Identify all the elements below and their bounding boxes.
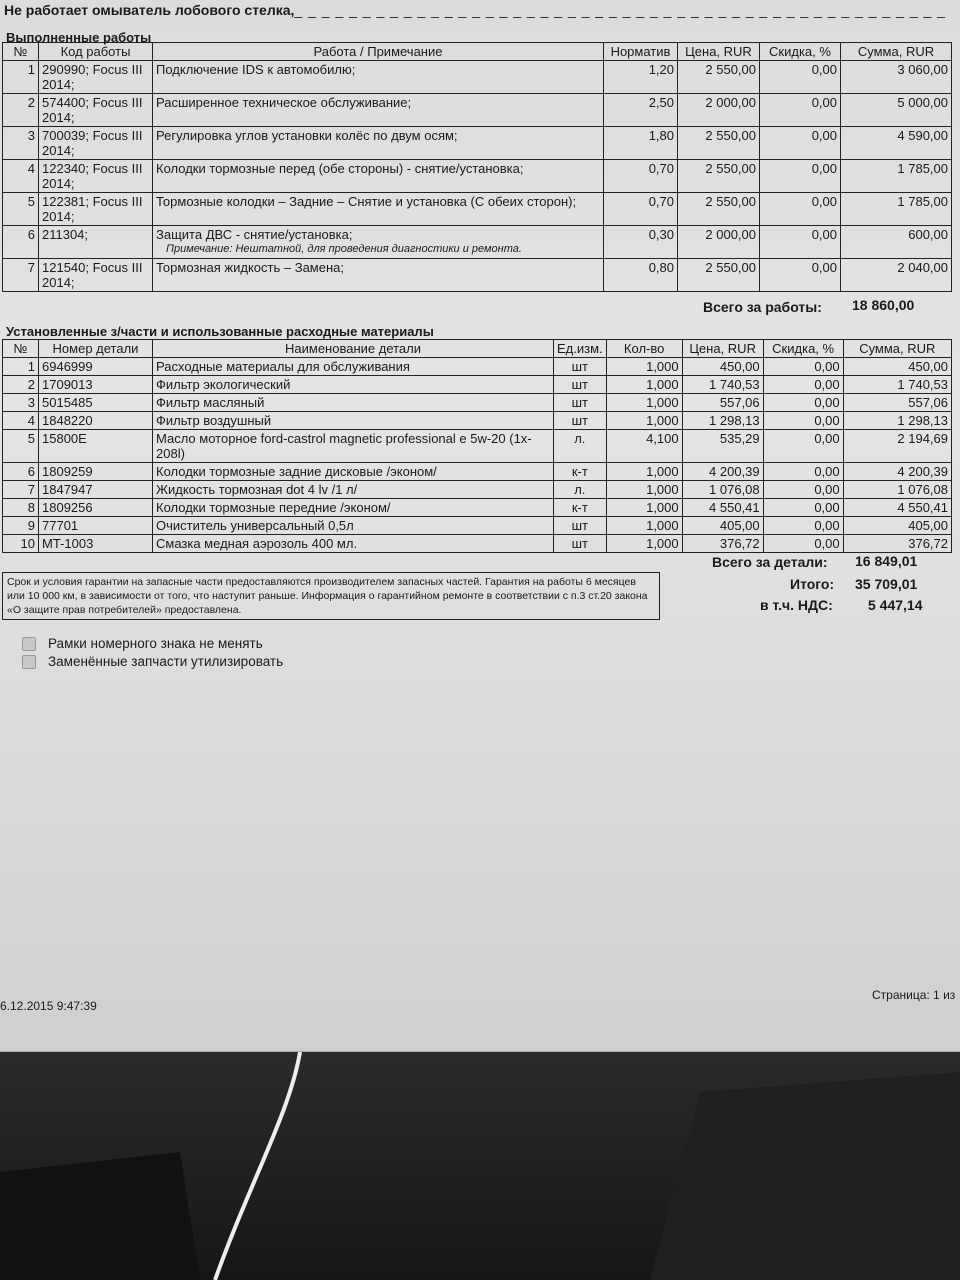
- work-sum: 2 040,00: [841, 259, 952, 292]
- part-price: 1 076,08: [682, 481, 763, 499]
- work-price: 2 550,00: [678, 259, 760, 292]
- part-number: 1848220: [39, 412, 153, 430]
- work-norm: 1,20: [604, 61, 678, 94]
- work-code: 700039; Focus III 2014;: [39, 127, 153, 160]
- part-qty: 1,000: [606, 394, 682, 412]
- part-number: 1709013: [39, 376, 153, 394]
- row-number: 5: [3, 430, 39, 463]
- work-sum: 1 785,00: [841, 193, 952, 226]
- warranty-note: Срок и условия гарантии на запасные части предоставляются производителем запасных частей. Гарантия на работы 6 месяцев или 10 000 км, в зависимости от того, что наступит раньше. Информация о гарантийном ремонте в соответствии с п.3 ст.20 закона «О защите прав потребителей» предоставлена.: [2, 572, 660, 620]
- part-qty: 1,000: [606, 481, 682, 499]
- table-row: [3, 481, 952, 499]
- work-disc: 0,00: [760, 94, 841, 127]
- part-name: Жидкость тормозная dot 4 lv /1 л/: [153, 481, 554, 499]
- row-number: 1: [3, 358, 39, 376]
- work-price: 2 550,00: [678, 193, 760, 226]
- work-code: 290990; Focus III 2014;: [39, 61, 153, 94]
- works-total-value: 18 860,00: [852, 297, 915, 313]
- table-row: [3, 394, 952, 412]
- work-norm: 0,80: [604, 259, 678, 292]
- part-qty: 1,000: [606, 463, 682, 481]
- row-number: 10: [3, 535, 39, 553]
- checkbox-label: Рамки номерного знака не менять: [48, 636, 263, 651]
- row-number: 5: [3, 193, 39, 226]
- row-number: 9: [3, 517, 39, 535]
- part-price: 376,72: [682, 535, 763, 553]
- work-sum: 4 590,00: [841, 127, 952, 160]
- work-norm: 1,80: [604, 127, 678, 160]
- charging-cable: [0, 1052, 960, 1280]
- part-sum: 4 200,39: [843, 463, 951, 481]
- part-name: Колодки тормозные задние дисковые /эконом/: [153, 463, 554, 481]
- work-disc: 0,00: [760, 160, 841, 193]
- work-sum: 3 060,00: [841, 61, 952, 94]
- vat-label: в т.ч. НДС:: [760, 597, 833, 613]
- part-name: Фильтр масляный: [153, 394, 554, 412]
- works-table: [2, 42, 952, 292]
- part-name: Масло моторное ford-castrol magnetic professional e 5w-20 (1x-208l): [153, 430, 554, 463]
- work-name: Подключение IDS к автомобилю;: [156, 62, 356, 77]
- part-qty: 1,000: [606, 535, 682, 553]
- page-number: Страница: 1 из: [872, 988, 956, 1002]
- column-header: Норматив: [604, 43, 678, 61]
- table-row: [3, 94, 952, 127]
- work-price: 2 550,00: [678, 127, 760, 160]
- part-name: Фильтр экологический: [153, 376, 554, 394]
- row-number: 6: [3, 463, 39, 481]
- table-row: [3, 160, 952, 193]
- part-disc: 0,00: [763, 481, 843, 499]
- column-header: Скидка, %: [760, 43, 841, 61]
- work-code: 122340; Focus III 2014;: [39, 160, 153, 193]
- part-price: 535,29: [682, 430, 763, 463]
- work-name: Тормозные колодки – Задние – Снятие и установка (С обеих сторон);: [156, 194, 577, 209]
- row-number: 4: [3, 160, 39, 193]
- table-row: [3, 376, 952, 394]
- parts-total-label: Всего за детали:: [712, 554, 828, 570]
- part-price: 4 200,39: [682, 463, 763, 481]
- work-disc: 0,00: [760, 226, 841, 259]
- parts-total-value: 16 849,01: [855, 553, 918, 569]
- part-qty: 1,000: [606, 376, 682, 394]
- part-unit: л.: [554, 430, 607, 463]
- part-qty: 4,100: [606, 430, 682, 463]
- part-name: Смазка медная аэрозоль 400 мл.: [153, 535, 554, 553]
- column-header: Ед.изм.: [554, 340, 607, 358]
- work-norm: 2,50: [604, 94, 678, 127]
- work-description: [153, 226, 604, 259]
- work-description: [153, 94, 604, 127]
- table-row: [3, 499, 952, 517]
- work-sum: 1 785,00: [841, 160, 952, 193]
- column-header: Наименование детали: [153, 340, 554, 358]
- row-number: 3: [3, 394, 39, 412]
- part-unit: шт: [554, 517, 607, 535]
- itogo-value: 35 709,01: [855, 576, 918, 592]
- part-unit: шт: [554, 394, 607, 412]
- part-name: Расходные материалы для обслуживания: [153, 358, 554, 376]
- works-total-label: Всего за работы:: [703, 299, 822, 315]
- work-name: Тормозная жидкость – Замена;: [156, 260, 344, 275]
- part-sum: 405,00: [843, 517, 951, 535]
- part-disc: 0,00: [763, 394, 843, 412]
- part-number: 15800E: [39, 430, 153, 463]
- part-disc: 0,00: [763, 358, 843, 376]
- column-header: №: [3, 43, 39, 61]
- part-number: 6946999: [39, 358, 153, 376]
- part-sum: 1 740,53: [843, 376, 951, 394]
- table-row: [3, 193, 952, 226]
- part-unit: шт: [554, 376, 607, 394]
- work-sum: 5 000,00: [841, 94, 952, 127]
- part-name: Колодки тормозные передние /эконом/: [153, 499, 554, 517]
- part-sum: 1 076,08: [843, 481, 951, 499]
- work-description: [153, 160, 604, 193]
- part-price: 557,06: [682, 394, 763, 412]
- print-datetime: 6.12.2015 9:47:39: [0, 999, 97, 1013]
- work-code: 121540; Focus III 2014;: [39, 259, 153, 292]
- part-sum: 376,72: [843, 535, 951, 553]
- column-header: Цена, RUR: [682, 340, 763, 358]
- part-price: 405,00: [682, 517, 763, 535]
- work-norm: 0,70: [604, 160, 678, 193]
- part-sum: 450,00: [843, 358, 951, 376]
- parts-section-title: Установленные з/части и использованные расходные материалы: [6, 324, 434, 339]
- part-number: 77701: [39, 517, 153, 535]
- part-number: 1809256: [39, 499, 153, 517]
- work-sum: 600,00: [841, 226, 952, 259]
- row-number: 6: [3, 226, 39, 259]
- work-disc: 0,00: [760, 259, 841, 292]
- part-number: 1809259: [39, 463, 153, 481]
- work-disc: 0,00: [760, 61, 841, 94]
- table-row: [3, 430, 952, 463]
- work-price: 2 550,00: [678, 61, 760, 94]
- part-price: 1 298,13: [682, 412, 763, 430]
- part-disc: 0,00: [763, 463, 843, 481]
- column-header: №: [3, 340, 39, 358]
- column-header: Номер детали: [39, 340, 153, 358]
- part-unit: к-т: [554, 463, 607, 481]
- column-header: Сумма, RUR: [843, 340, 951, 358]
- part-unit: к-т: [554, 499, 607, 517]
- work-price: 2 000,00: [678, 94, 760, 127]
- part-name: Фильтр воздушный: [153, 412, 554, 430]
- part-disc: 0,00: [763, 535, 843, 553]
- checkbox-keep-plate-frames[interactable]: [22, 636, 263, 651]
- work-description: [153, 259, 604, 292]
- work-name: Регулировка углов установки колёс по двум осям;: [156, 128, 458, 143]
- part-sum: 4 550,41: [843, 499, 951, 517]
- checkbox-icon[interactable]: [22, 655, 36, 669]
- work-norm: 0,30: [604, 226, 678, 259]
- table-row: [3, 127, 952, 160]
- part-number: 5015485: [39, 394, 153, 412]
- work-code: 574400; Focus III 2014;: [39, 94, 153, 127]
- part-disc: 0,00: [763, 412, 843, 430]
- itogo-label: Итого:: [790, 576, 835, 592]
- work-price: 2 550,00: [678, 160, 760, 193]
- row-number: 2: [3, 94, 39, 127]
- part-qty: 1,000: [606, 517, 682, 535]
- column-header: Скидка, %: [763, 340, 843, 358]
- row-number: 8: [3, 499, 39, 517]
- column-header: Цена, RUR: [678, 43, 760, 61]
- work-price: 2 000,00: [678, 226, 760, 259]
- complaint-line: Не работает омыватель лобового стелка,_ _ _ _ _ _ _ _ _ _ _ _ _ _ _ _ _ _ _ _ _ _ _ _ _ _ _ _ _ _ _ _ _ _ _ _ _ _ _ _ _ _ _ _ _ _ _ _: [4, 2, 946, 18]
- table-row: [3, 226, 952, 259]
- work-norm: 0,70: [604, 193, 678, 226]
- row-number: 1: [3, 61, 39, 94]
- works-section-title: Выполненные работы: [6, 30, 152, 45]
- table-row: [3, 61, 952, 94]
- part-price: 450,00: [682, 358, 763, 376]
- part-unit: л.: [554, 481, 607, 499]
- work-name: Колодки тормозные перед (обе стороны) - снятие/установка;: [156, 161, 524, 176]
- part-name: Очиститель универсальный 0,5л: [153, 517, 554, 535]
- column-header: Работа / Примечание: [153, 43, 604, 61]
- column-header: Сумма, RUR: [841, 43, 952, 61]
- row-number: 7: [3, 259, 39, 292]
- checkbox-label: Заменённые запчасти утилизировать: [48, 654, 284, 669]
- part-price: 1 740,53: [682, 376, 763, 394]
- part-disc: 0,00: [763, 376, 843, 394]
- checkbox-icon[interactable]: [22, 637, 36, 651]
- work-description: [153, 61, 604, 94]
- part-sum: 557,06: [843, 394, 951, 412]
- parts-table: [2, 339, 952, 553]
- checkbox-dispose-parts[interactable]: [22, 654, 283, 669]
- complaint-text: Не работает омыватель лобового стелка,: [4, 2, 295, 18]
- column-header: Кол-во: [606, 340, 682, 358]
- work-description: [153, 193, 604, 226]
- work-note: Примечание: Нештатной, для проведения диагностики и ремонта.: [166, 243, 522, 255]
- work-name: Защита ДВС - снятие/установка;: [156, 227, 353, 242]
- part-disc: 0,00: [763, 517, 843, 535]
- work-disc: 0,00: [760, 193, 841, 226]
- part-price: 4 550,41: [682, 499, 763, 517]
- row-number: 4: [3, 412, 39, 430]
- part-number: MT-1003: [39, 535, 153, 553]
- work-name: Расширенное техническое обслуживание;: [156, 95, 412, 110]
- vat-value: 5 447,14: [868, 597, 923, 613]
- part-disc: 0,00: [763, 430, 843, 463]
- part-qty: 1,000: [606, 499, 682, 517]
- part-qty: 1,000: [606, 412, 682, 430]
- part-disc: 0,00: [763, 499, 843, 517]
- column-header: Код работы: [39, 43, 153, 61]
- part-sum: 2 194,69: [843, 430, 951, 463]
- part-qty: 1,000: [606, 358, 682, 376]
- table-row: [3, 535, 952, 553]
- row-number: 2: [3, 376, 39, 394]
- part-number: 1847947: [39, 481, 153, 499]
- table-row: [3, 412, 952, 430]
- work-disc: 0,00: [760, 127, 841, 160]
- table-row: [3, 358, 952, 376]
- table-row: [3, 463, 952, 481]
- row-number: 3: [3, 127, 39, 160]
- work-code: 211304;: [39, 226, 153, 259]
- part-sum: 1 298,13: [843, 412, 951, 430]
- table-row: [3, 517, 952, 535]
- row-number: 7: [3, 481, 39, 499]
- part-unit: шт: [554, 535, 607, 553]
- work-description: [153, 127, 604, 160]
- part-unit: шт: [554, 412, 607, 430]
- work-code: 122381; Focus III 2014;: [39, 193, 153, 226]
- part-unit: шт: [554, 358, 607, 376]
- table-row: [3, 259, 952, 292]
